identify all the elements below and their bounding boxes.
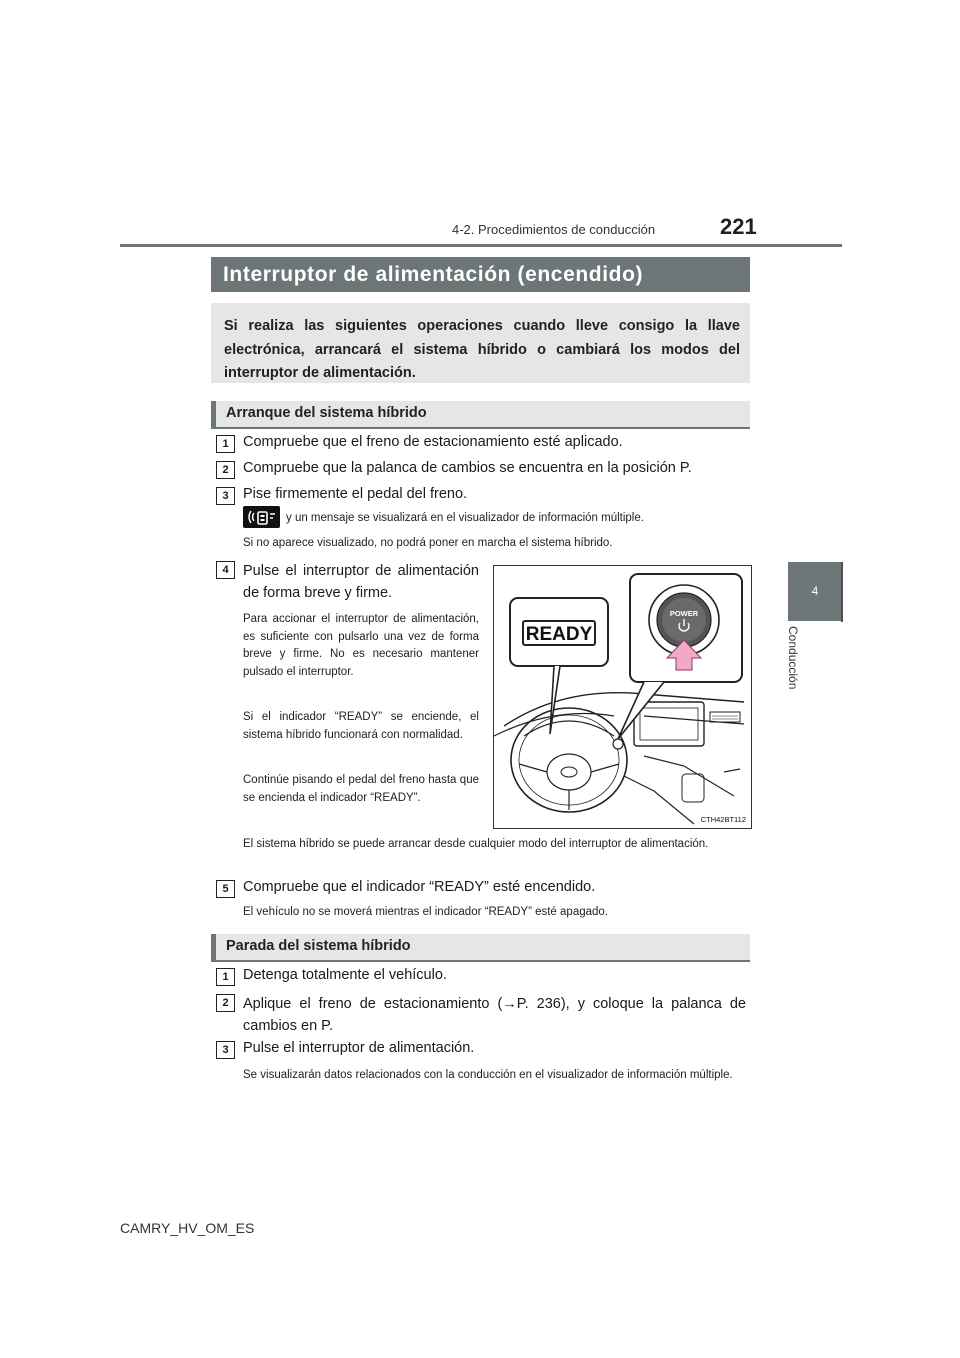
page-number: 221 xyxy=(720,214,757,239)
step-text: Pulse el interruptor de alimentación. xyxy=(243,1040,475,1056)
ready-label: READY xyxy=(525,624,593,645)
chapter-label xyxy=(784,626,804,706)
dashboard-drawing xyxy=(494,566,751,828)
step-number: 4 xyxy=(216,561,235,579)
step-text: Compruebe que la palanca de cambios se encuentra en la posición P. xyxy=(243,460,692,476)
step-note: Si el indicador “READY” se enciende, el sistema híbrido funcionará con normalidad. xyxy=(243,711,479,741)
step-number: 3 xyxy=(216,1041,235,1059)
step-note: El sistema híbrido se puede arrancar desde cualquier modo del interruptor de alimentación. xyxy=(243,838,709,850)
step-note: Para accionar el interruptor de alimentación, es suficiente con pulsarlo una vez de forma breve y firme. No es necesario mantener pulsado el interruptor. xyxy=(243,613,479,678)
header-rule xyxy=(120,244,842,247)
step-text: Compruebe que el freno de estacionamiento esté aplicado. xyxy=(243,434,623,450)
step-text: Detenga totalmente el vehículo. xyxy=(243,967,447,983)
power-label: POWER xyxy=(669,609,699,618)
section-breadcrumb: 4-2. Procedimientos de conducción xyxy=(452,222,656,237)
figure-code: CTH42BT112 xyxy=(700,815,746,824)
page-title-bar xyxy=(211,257,750,292)
step-text: Pise firmemente el pedal del freno. xyxy=(243,486,468,502)
step-number: 2 xyxy=(216,461,235,479)
key-indicator-glyph xyxy=(243,506,280,528)
step-note: y un mensaje se visualizará en el visualizador de información múltiple. xyxy=(286,512,644,524)
section-heading-stop-text: Parada del sistema híbrido xyxy=(226,938,411,954)
step-number: 5 xyxy=(216,880,235,898)
section-heading-start-text: Arranque del sistema híbrido xyxy=(226,405,427,421)
step-note: Se visualizarán datos relacionados con la conducción en el visualizador de información múltiple. xyxy=(243,1069,733,1081)
heading-accent xyxy=(211,934,216,960)
step-note: Si no aparece visualizado, no podrá poner en marcha el sistema híbrido. xyxy=(243,537,613,549)
page-title: Interruptor de alimentación (encendido) xyxy=(223,263,644,286)
step-number: 1 xyxy=(216,968,235,986)
step-number: 2 xyxy=(216,994,235,1012)
step-text: Pulse el interruptor de alimentación de forma breve y firme. xyxy=(243,563,479,601)
step-number: 3 xyxy=(216,487,235,505)
intro-text: Si realiza las siguientes operaciones cuando lleve consigo la llave electrónica, arrancará el sistema híbrido o cambiará los modos del interruptor de alimentación. xyxy=(224,318,740,381)
step-text: Aplique el freno de estacionamiento (→P. 236), y coloque la palanca de cambios en P. xyxy=(243,996,746,1034)
section-heading-stop xyxy=(211,934,750,962)
heading-accent xyxy=(211,401,216,427)
step-note: El vehículo no se moverá mientras el indicador “READY” esté apagado. xyxy=(243,906,608,918)
key-indicator-icon xyxy=(243,506,280,528)
document-code: CAMRY_HV_OM_ES xyxy=(120,1220,255,1236)
chapter-tab-edge xyxy=(841,562,843,622)
power-switch-illustration xyxy=(493,565,752,829)
chapter-label-text: Conducción xyxy=(786,626,800,690)
step-text: Compruebe que el indicador “READY” esté encendido. xyxy=(243,879,596,895)
step-number: 1 xyxy=(216,435,235,453)
step-note: Continúe pisando el pedal del freno hasta que se encienda el indicador “READY”. xyxy=(243,774,479,804)
chapter-tab: 4 xyxy=(788,562,842,621)
intro-box xyxy=(211,303,750,383)
section-heading-start xyxy=(211,401,750,429)
